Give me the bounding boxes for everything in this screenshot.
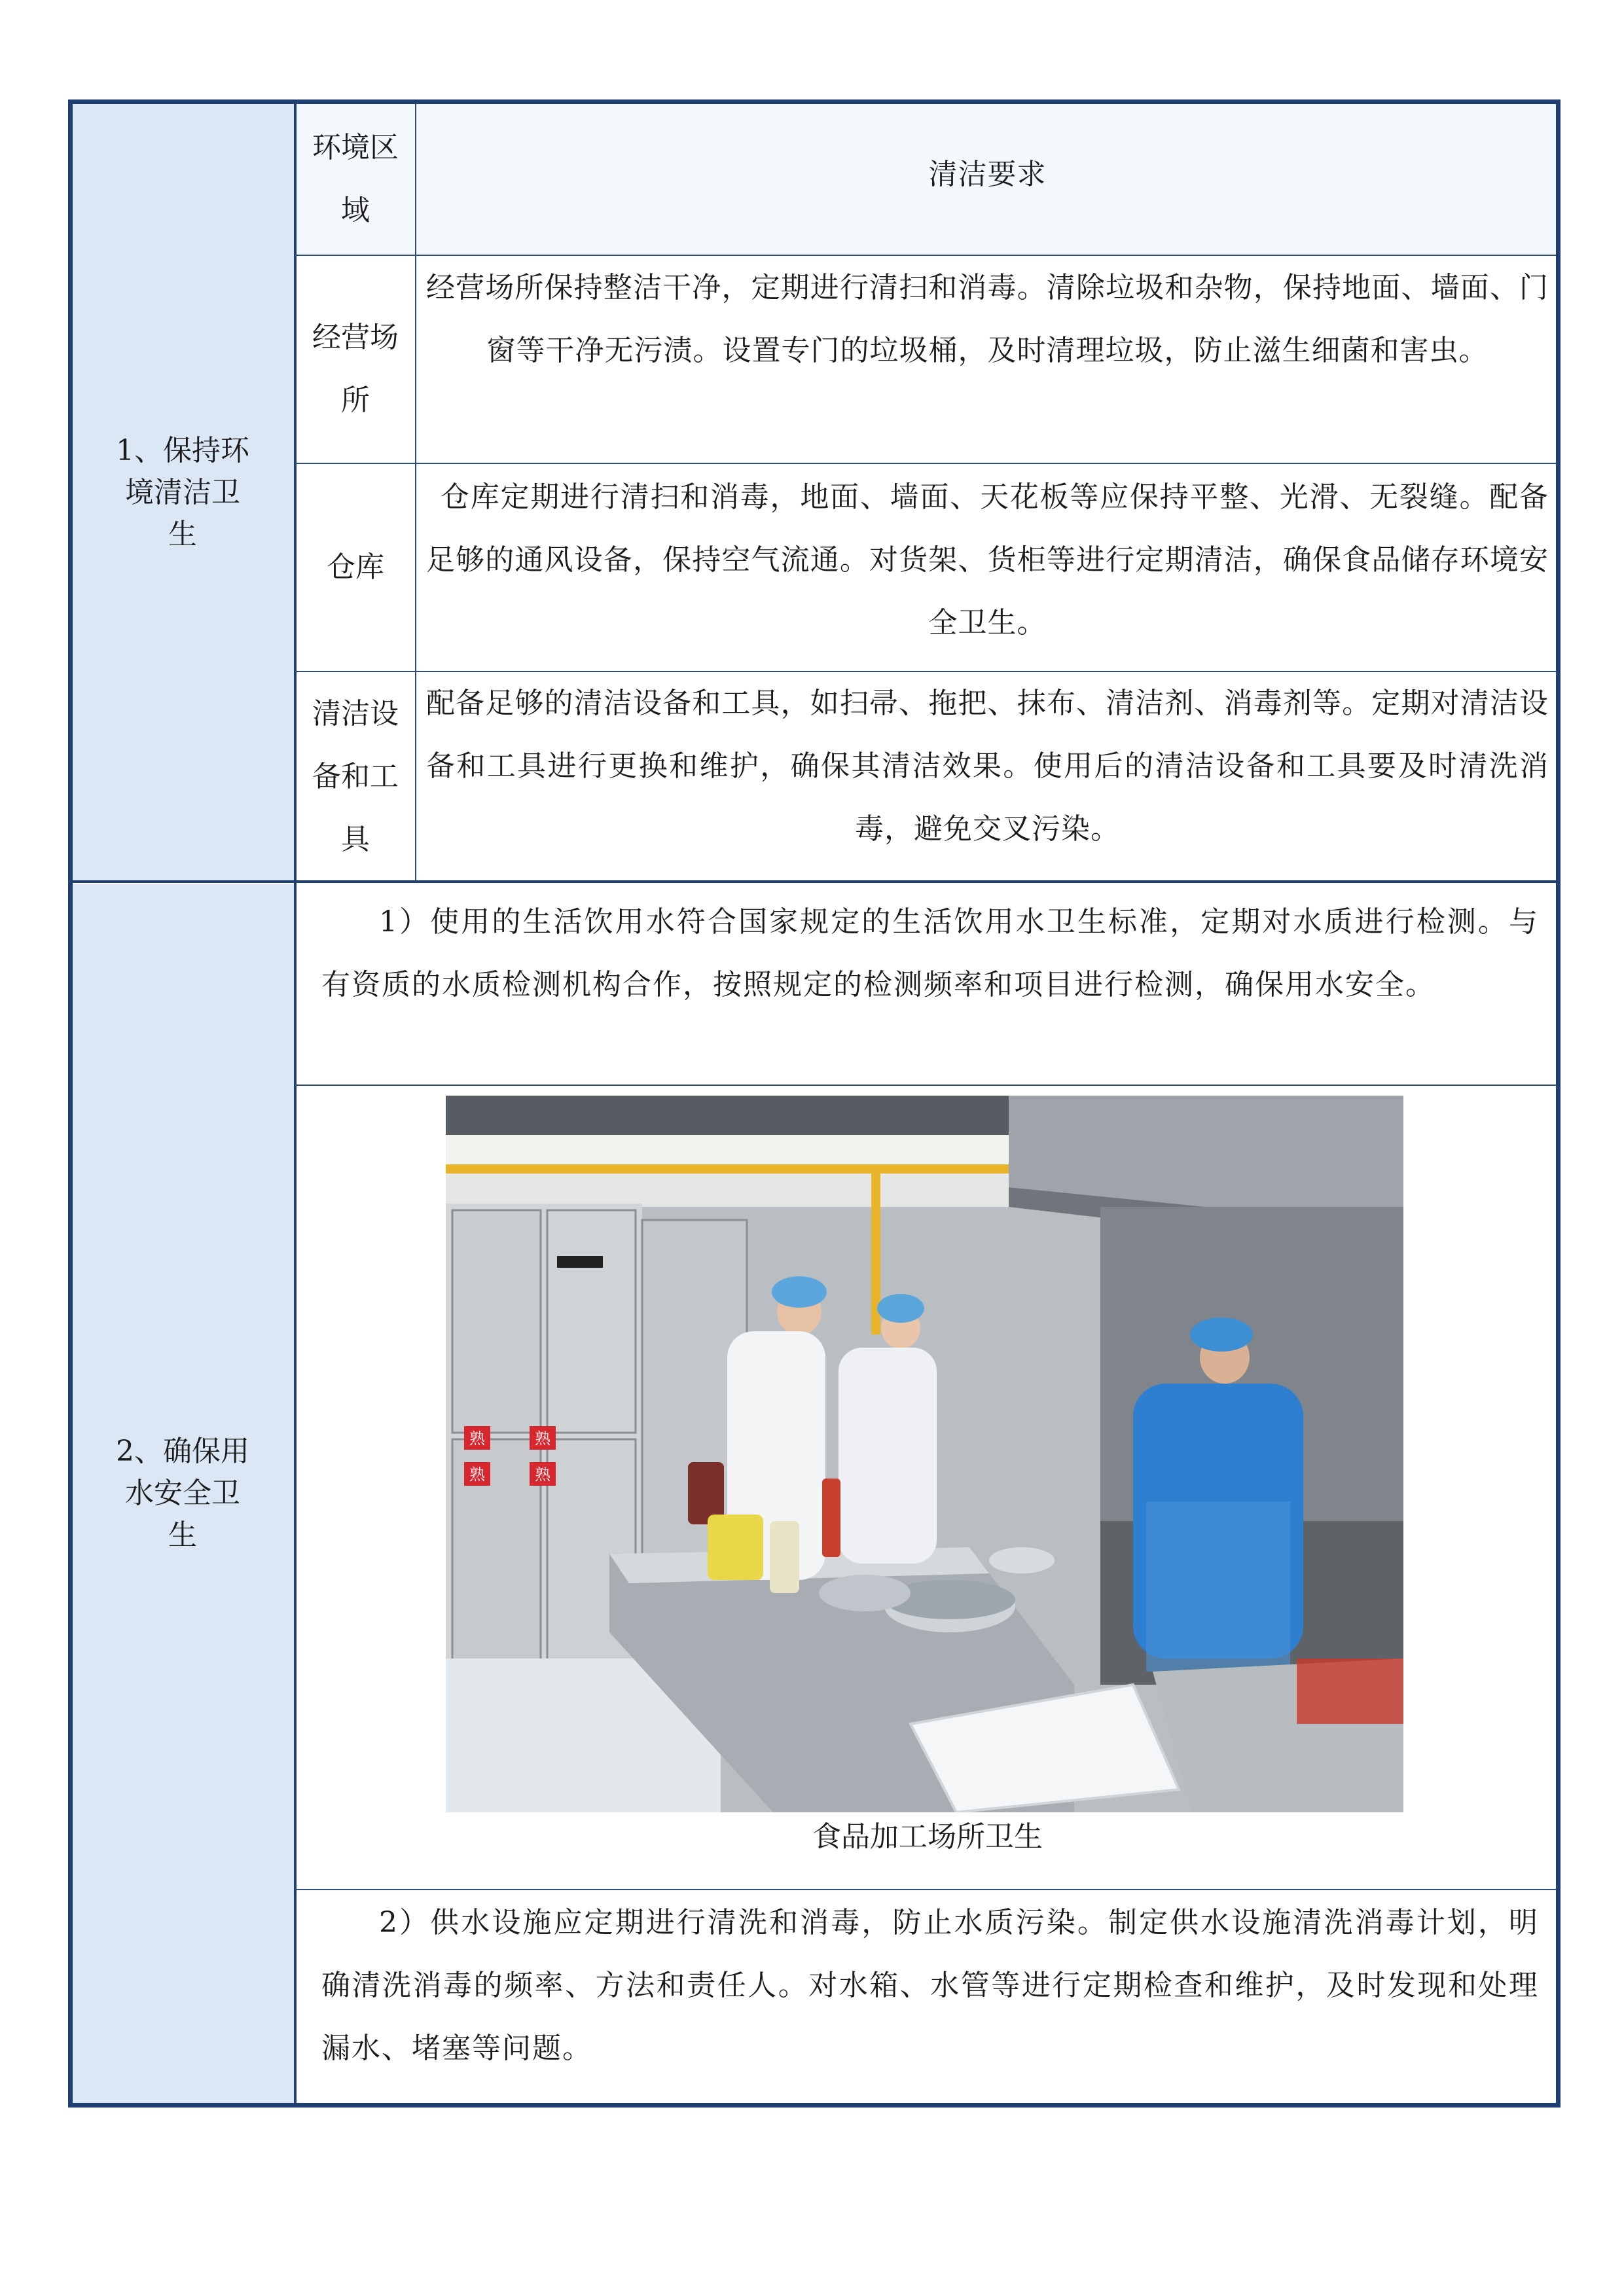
water-para-2: 2）供水设施应定期进行清洗和消毒，防止水质污染。制定供水设施清洗消毒计划，明确清洗消毒的频率、方法和责任人。对水箱、水管等进行定期检查和维护，及时发现和处理漏水、堵塞等问题。 xyxy=(321,1906,1539,2065)
section2-label: 2、确保用水安全卫生 xyxy=(116,1435,249,1552)
kitchen-photo xyxy=(446,1096,1403,1812)
row-req-tools: 配备足够的清洁设备和工具，如扫帚、拖把、抹布、清洁剂、消毒剂等。定期对清洁设备和工具进行更换和维护，确保其清洁效果。使用后的清洁设备和工具要及时清洗消毒，避免交叉污染。 xyxy=(426,687,1549,846)
row-divider-2 xyxy=(295,463,1556,464)
fridge-sign-3: 熟 xyxy=(469,1465,485,1484)
row-divider-4 xyxy=(295,1085,1556,1086)
header-requirement: 清洁要求 xyxy=(928,158,1047,191)
photo-caption: 食品加工场所卫生 xyxy=(812,1820,1043,1854)
row-area-warehouse: 仓库 xyxy=(327,550,384,584)
row-req-business: 经营场所保持整洁干净，定期进行清扫和消毒。清除垃圾和杂物，保持地面、墙面、门窗等干净无污渍。设置专门的垃圾桶，及时清理垃圾，防止滋生细菌和害虫。 xyxy=(426,271,1549,367)
fridge-sign-1: 熟 xyxy=(469,1429,485,1448)
fridge-sign-2: 熟 xyxy=(535,1429,550,1448)
section1-label: 1、保持环境清洁卫生 xyxy=(116,434,249,551)
section-divider xyxy=(73,880,1556,883)
document-table xyxy=(68,99,1561,2108)
col-divider-area xyxy=(415,104,416,882)
row-area-business: 经营场所 xyxy=(312,321,399,417)
water-para-1: 1）使用的生活饮用水符合国家规定的生活饮用水卫生标准，定期对水质进行检测。与有资质的水质检测机构合作，按照规定的检测频率和项目进行检测，确保用水安全。 xyxy=(321,905,1539,1001)
row-req-warehouse: 仓库定期进行清扫和消毒，地面、墙面、天花板等应保持平整、光滑、无裂缝。配备足够的通风设备，保持空气流通。对货架、货柜等进行定期清洁，确保食品储存环境安全卫生。 xyxy=(426,480,1549,639)
row-divider-1 xyxy=(295,255,1556,256)
header-area: 环境区域 xyxy=(312,131,399,227)
row-divider-5 xyxy=(295,1889,1556,1890)
row-area-tools: 清洁设备和工具 xyxy=(312,697,399,856)
fridge-sign-4: 熟 xyxy=(535,1465,550,1484)
col-divider-main xyxy=(294,104,297,2103)
